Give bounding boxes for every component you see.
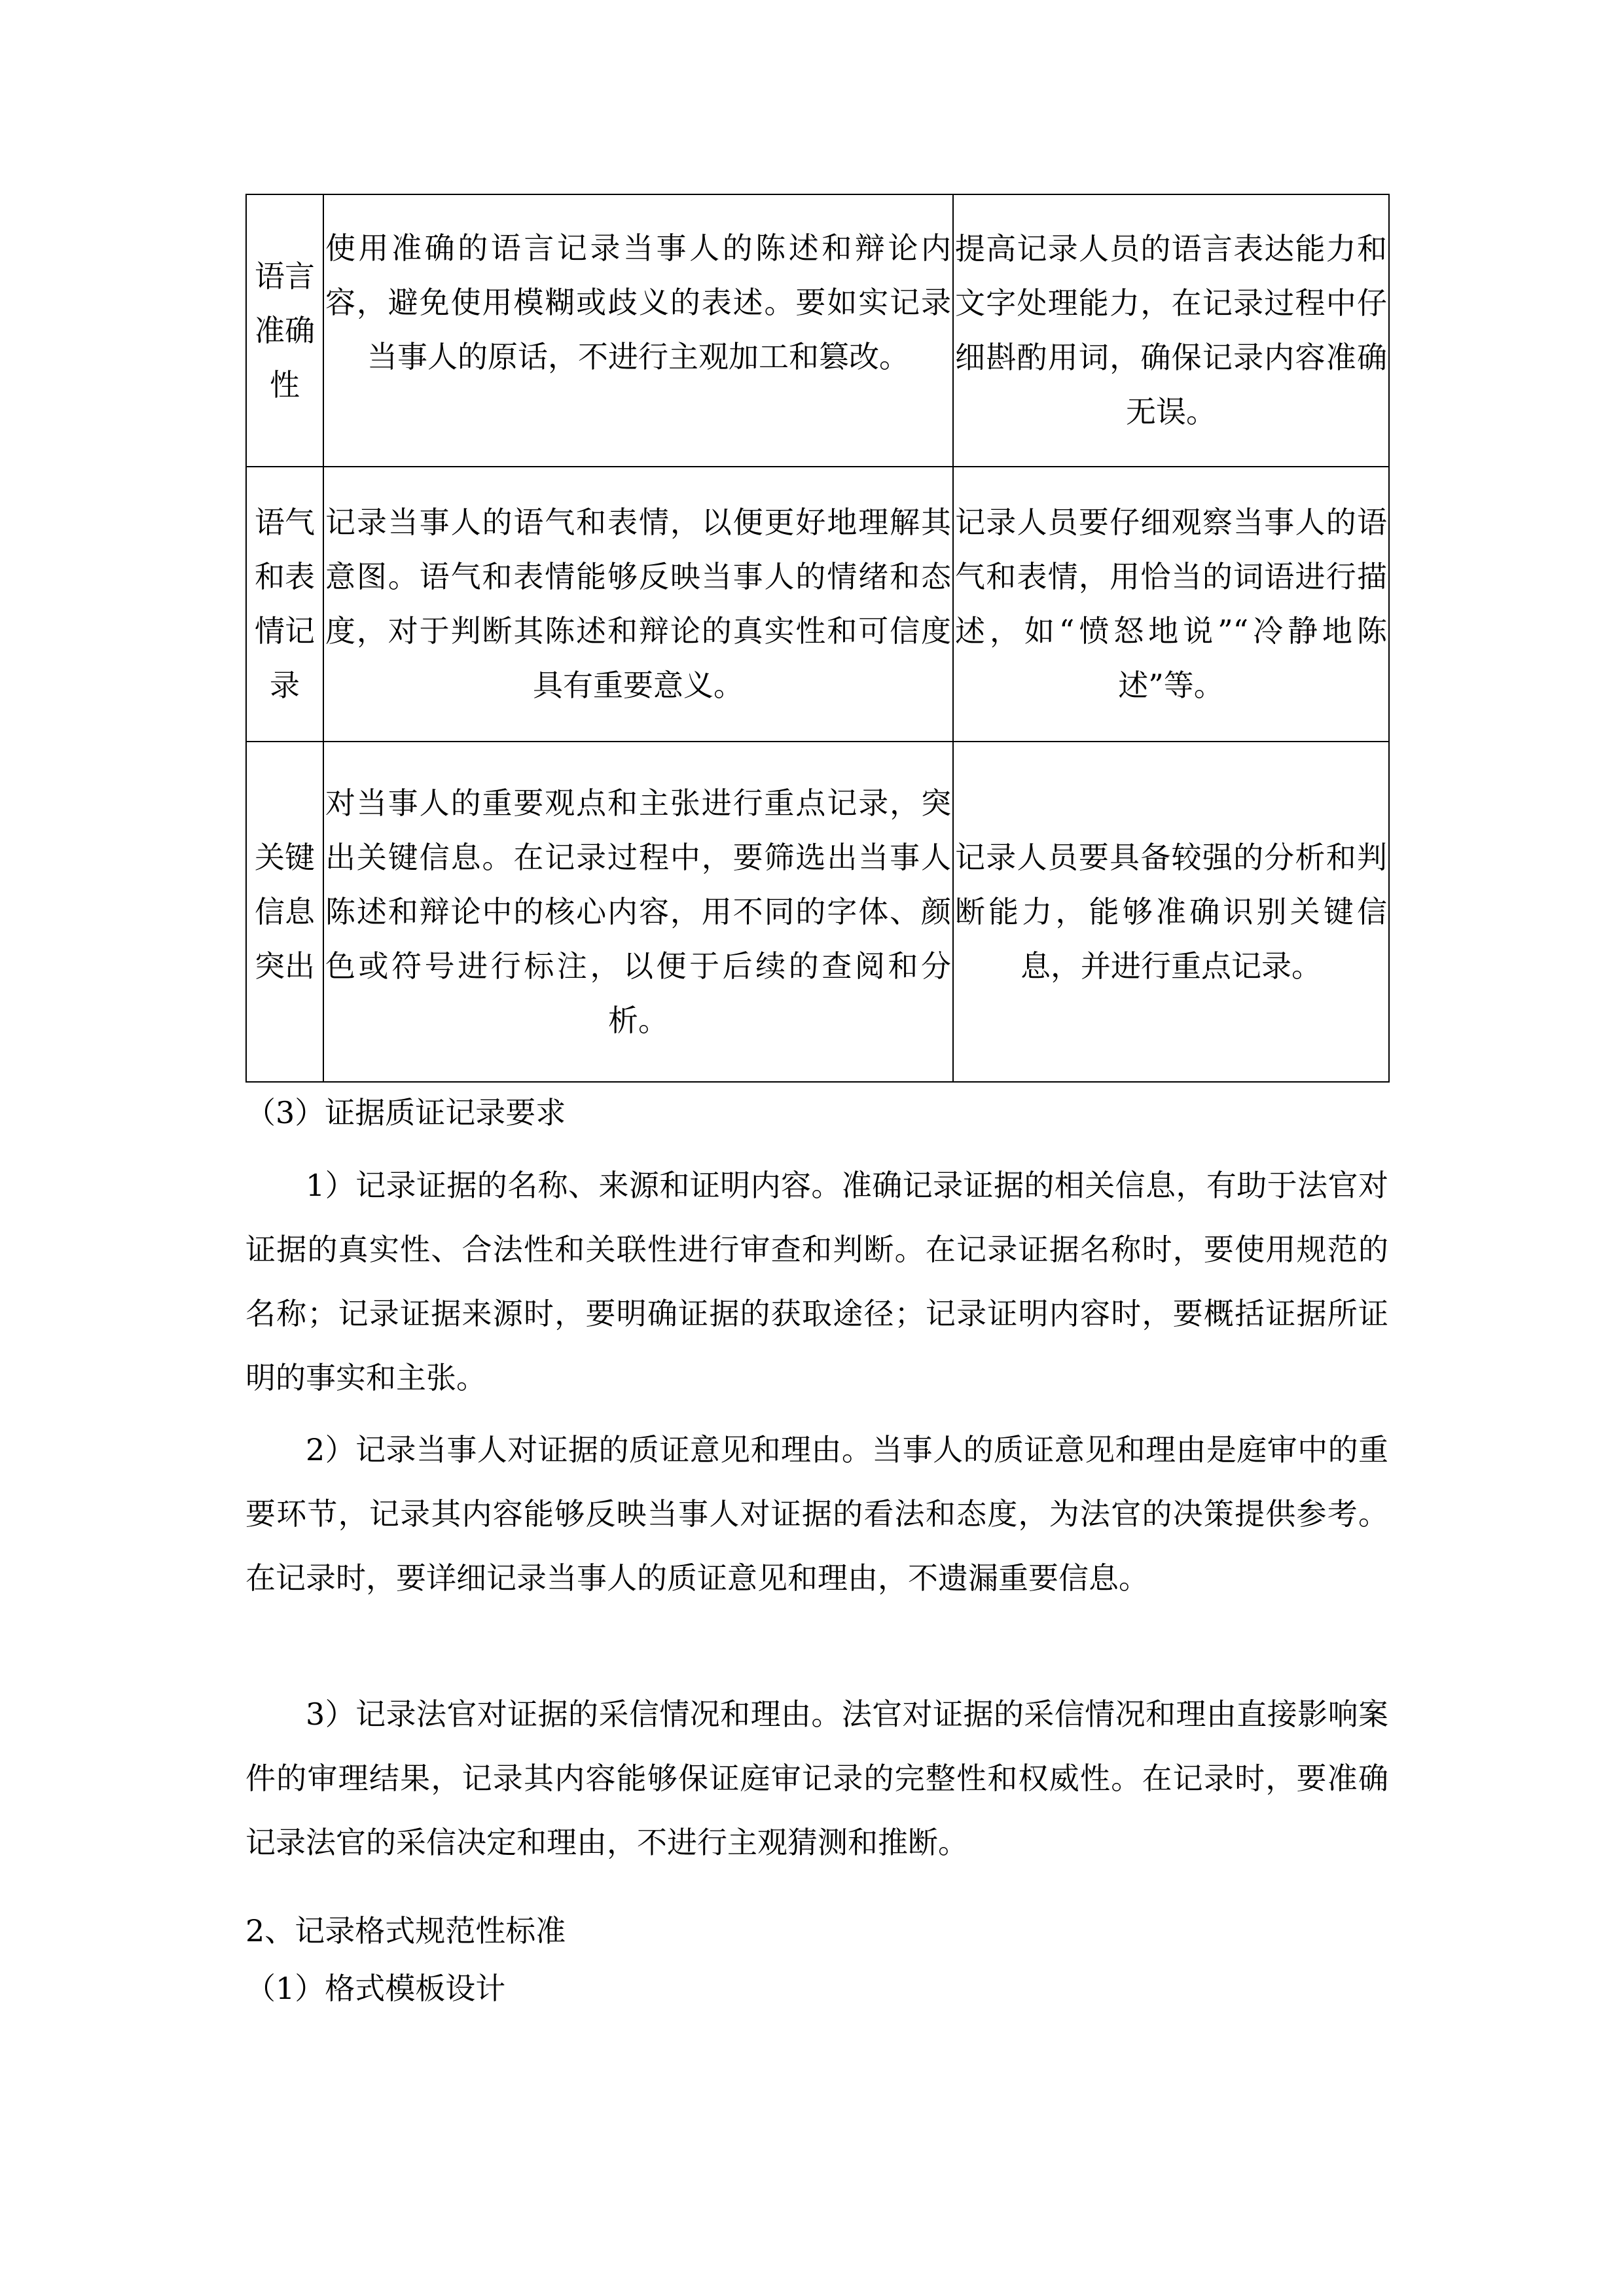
table-cell-requirement: 记录当事人的语气和表情，以便更好地理解其意图。语气和表情能够反映当事人的情绪和态度，对于判断其陈述和辩论的真实性和可信度具有重要意义。 [323, 467, 953, 742]
table-cell-item: 语气和表情记录 [246, 467, 323, 742]
table-cell-note: 记录人员要具备较强的分析和判断能力，能够准确识别关键信息，并进行重点记录。 [953, 742, 1389, 1082]
table-row [246, 194, 1389, 467]
table-cell-requirement: 对当事人的重要观点和主张进行重点记录，突出关键信息。在记录过程中，要筛选出当事人陈述和辩论中的核心内容，用不同的字体、颜色或符号进行标注，以便于后续的查阅和分析。 [323, 742, 953, 1082]
table-cell-item: 语言准确性 [246, 194, 323, 467]
table-cell-requirement: 使用准确的语言记录当事人的陈述和辩论内容，避免使用模糊或歧义的表述。要如实记录当事人的原话，不进行主观加工和篡改。 [323, 194, 953, 467]
requirements-table [245, 194, 1390, 1083]
subsection-heading-template: （1）格式模板设计 [245, 1971, 506, 2006]
table-cell-item: 关键信息突出 [246, 742, 323, 1082]
table-cell-note: 记录人员要仔细观察当事人的语气和表情，用恰当的词语进行描述，如“愤怒地说”“冷静地陈述”等。 [953, 467, 1389, 742]
table-cell-note: 提高记录人员的语言表达能力和文字处理能力，在记录过程中仔细斟酌用词，确保记录内容准确无误。 [953, 194, 1389, 467]
paragraph-party-opinion: 2）记录当事人对证据的质证意见和理由。当事人的质证意见和理由是庭审中的重要环节，记录其内容能够反映当事人对证据的看法和态度，为法官的决策提供参考。在记录时，要详细记录当事人的质证意见和理由，不遗漏重要信息。 [245, 1432, 1388, 1596]
table-row [246, 467, 1389, 742]
paragraph-judge-adoption: 3）记录法官对证据的采信情况和理由。法官对证据的采信情况和理由直接影响案件的审理结果，记录其内容能够保证庭审记录的完整性和权威性。在记录时，要准确记录法官的采信决定和理由，不进行主观猜测和推断。 [245, 1696, 1388, 1860]
paragraph-evidence-name: 1）记录证据的名称、来源和证明内容。准确记录证据的相关信息，有助于法官对证据的真实性、合法性和关联性进行审查和判断。在记录证据名称时，要使用规范的名称；记录证据来源时，要明确证据的获取途径；记录证明内容时，要概括证据所证明的事实和主张。 [245, 1168, 1388, 1395]
section-heading-format: 2、记录格式规范性标准 [245, 1913, 566, 1948]
table-row [246, 742, 1389, 1082]
section-heading-evidence: （3）证据质证记录要求 [245, 1095, 566, 1130]
